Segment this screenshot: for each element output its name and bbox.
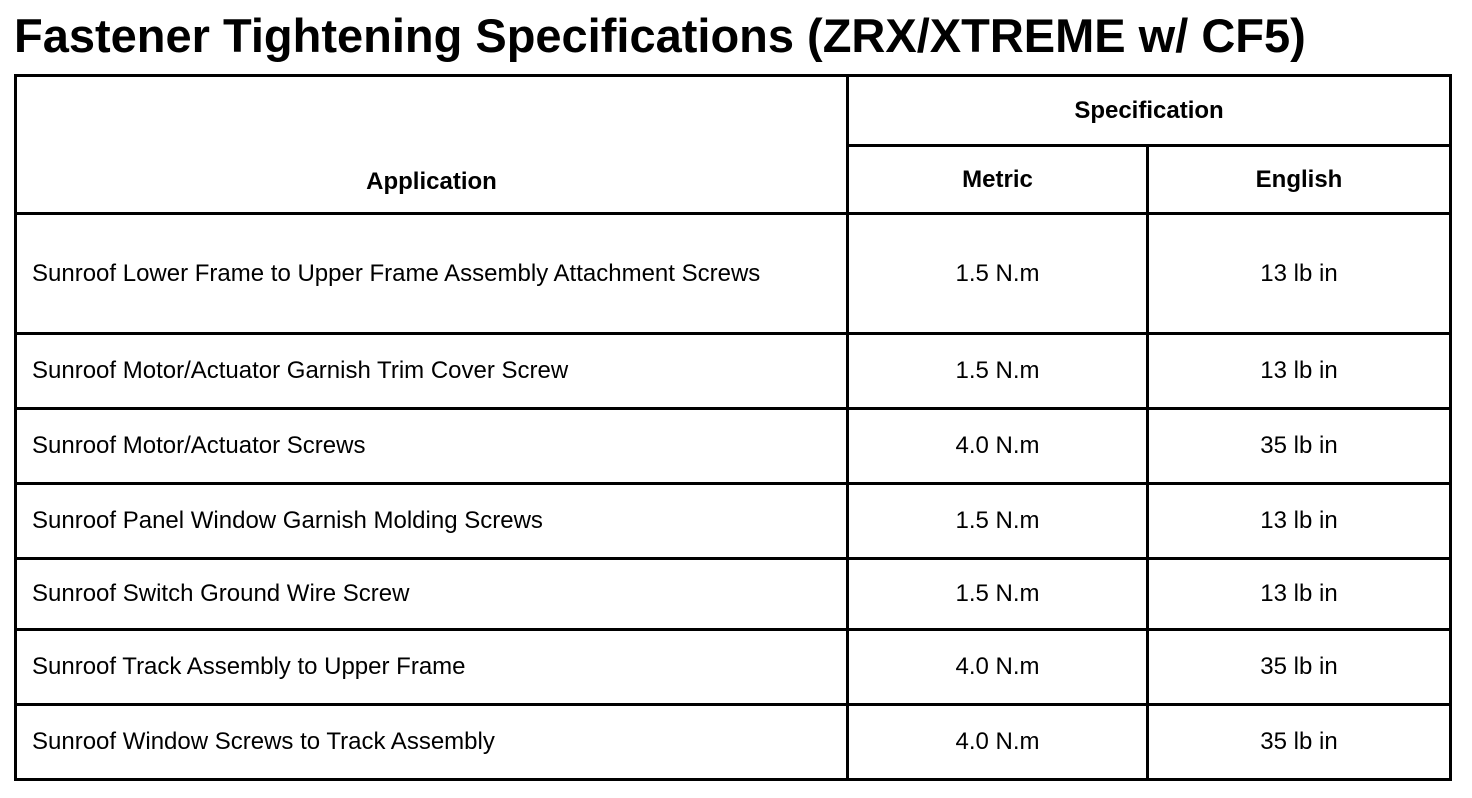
cell-english: 13 lb in: [1148, 484, 1451, 559]
cell-application: Sunroof Window Screws to Track Assembly: [16, 705, 848, 780]
cell-application: Sunroof Track Assembly to Upper Frame: [16, 630, 848, 705]
cell-metric: 4.0 N.m: [848, 705, 1148, 780]
cell-metric: 1.5 N.m: [848, 334, 1148, 409]
cell-english: 13 lb in: [1148, 214, 1451, 334]
table-row: [16, 705, 1451, 780]
cell-metric: 4.0 N.m: [848, 409, 1148, 484]
cell-metric: 1.5 N.m: [848, 214, 1148, 334]
table-header: [16, 76, 1451, 214]
cell-metric: 1.5 N.m: [848, 484, 1148, 559]
spec-table: [14, 74, 1452, 781]
table-row: [16, 559, 1451, 630]
cell-english: 35 lb in: [1148, 705, 1451, 780]
page-title: Fastener Tightening Specifications (ZRX/XTREME w/ CF5): [14, 9, 1306, 62]
cell-application: Sunroof Panel Window Garnish Molding Screws: [16, 484, 848, 559]
table-row: [16, 409, 1451, 484]
cell-application: Sunroof Motor/Actuator Garnish Trim Cover Screw: [16, 334, 848, 409]
table-row: [16, 484, 1451, 559]
cell-metric: 1.5 N.m: [848, 559, 1148, 630]
cell-application: Sunroof Lower Frame to Upper Frame Assembly Attachment Screws: [16, 214, 848, 334]
cell-metric: 4.0 N.m: [848, 630, 1148, 705]
table-row: [16, 214, 1451, 334]
header-row-top: [16, 76, 1451, 146]
cell-english: 35 lb in: [1148, 630, 1451, 705]
column-header-metric: Metric: [848, 146, 1148, 214]
cell-application: Sunroof Motor/Actuator Screws: [16, 409, 848, 484]
table-row: [16, 334, 1451, 409]
table-row: [16, 630, 1451, 705]
column-header-specification: Specification: [848, 76, 1451, 146]
column-header-english: English: [1148, 146, 1451, 214]
cell-english: 13 lb in: [1148, 559, 1451, 630]
table-body: [16, 214, 1451, 780]
column-header-application: Application: [16, 76, 848, 214]
cell-english: 13 lb in: [1148, 334, 1451, 409]
cell-application: Sunroof Switch Ground Wire Screw: [16, 559, 848, 630]
cell-english: 35 lb in: [1148, 409, 1451, 484]
